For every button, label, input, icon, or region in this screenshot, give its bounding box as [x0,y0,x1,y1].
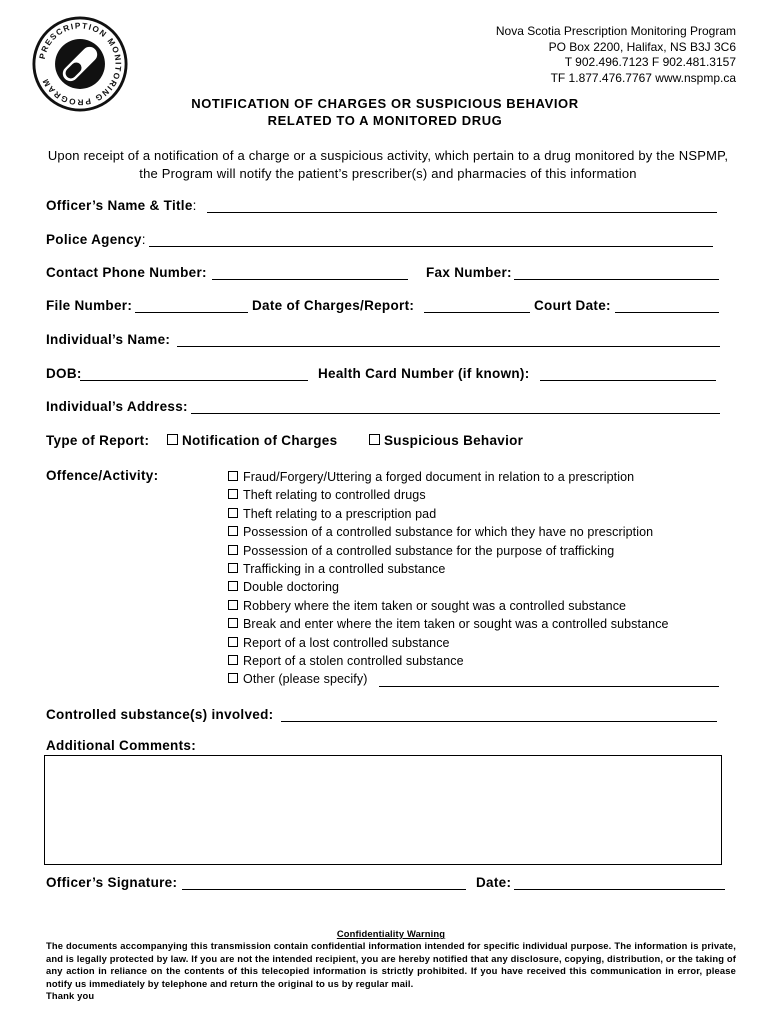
offence-activity-row [46,468,158,483]
offence-item[interactable] [228,505,669,523]
officer-name-label: Officer’s Name & Title [46,198,193,213]
offence-item[interactable] [228,615,669,633]
date-of-charges-field[interactable] [424,312,530,313]
offence-item[interactable] [228,578,669,596]
checkbox-offence[interactable] [228,489,238,499]
file-number-field[interactable] [135,312,248,313]
tollfree-website: TF 1.877.476.7767 www.nspmp.ca [550,70,736,85]
type-of-report-label: Type of Report: [46,433,150,448]
controlled-substances-label: Controlled substance(s) involved: [46,707,274,722]
logo-ring-text: PRESCRIPTION MONITORING PROGRAM [37,21,123,107]
offence-label: Report of a lost controlled substance [243,635,450,650]
suspicious-behavior-label: Suspicious Behavior [384,433,524,448]
dob-label: DOB: [46,366,82,381]
individual-address-row [46,399,188,414]
checkbox-suspicious-behavior[interactable] [369,434,380,445]
offence-label: Possession of a controlled substance for which they have no prescription [243,525,654,540]
program-name: Nova Scotia Prescription Monitoring Program [495,24,736,38]
offence-checklist [228,468,669,689]
offence-item[interactable] [228,652,669,670]
intro-paragraph: Upon receipt of a notification of a charge or a suspicious activity, which pertain to a drug monitored by the NSPMP, the Program will notify the patient’s prescriber(s) and pharmacies of this information [47,148,729,181]
confidentiality-closing: Thank you [46,990,95,1002]
offence-label: Robbery where the item taken or sought was a controlled substance [243,598,627,613]
police-agency-label: Police Agency [46,232,142,247]
type-of-report-row [46,433,149,448]
officer-name-row: Officer’s Name & Title: [46,198,197,213]
notification-of-charges-label: Notification of Charges [182,433,338,448]
health-card-row [318,366,530,381]
offence-item[interactable] [228,523,669,541]
fax-number-field[interactable] [514,279,719,280]
offence-label: Theft relating to a prescription pad [243,506,437,521]
checkbox-offence[interactable] [228,655,238,665]
report-option-suspicious[interactable] [369,433,523,448]
officer-signature-field[interactable] [182,889,466,890]
signature-date-field[interactable] [514,889,725,890]
offence-label: Other (please specify) [243,672,368,687]
fax-number-label: Fax Number: [426,265,512,280]
checkbox-offence[interactable] [228,637,238,647]
court-date-field[interactable] [615,312,719,313]
signature-date-row [476,875,511,890]
individual-name-label: Individual’s Name: [46,332,171,347]
fax-number-row [426,265,512,280]
health-card-label: Health Card Number (if known): [318,366,530,381]
offence-label: Double doctoring [243,580,340,595]
court-date-row [534,298,611,313]
checkbox-offence[interactable] [228,618,238,628]
dob-row [46,366,82,381]
checkbox-offence[interactable] [228,545,238,555]
offence-label: Break and enter where the item taken or sought was a controlled substance [243,617,669,632]
individual-name-field[interactable] [177,346,720,347]
controlled-substances-field[interactable] [281,721,717,722]
checkbox-offence[interactable] [228,508,238,518]
officer-signature-row [46,875,177,890]
offence-item[interactable] [228,597,669,615]
offence-item[interactable] [228,560,669,578]
phone-fax: T 902.496.7123 F 902.481.3157 [564,55,736,69]
confidentiality-body: The documents accompanying this transmission contain confidential information intended for specific individual purpose. The information is private, and is legally protected by law. If you are not the intended recipient, you are hereby notified that any disclosure, copying, distribution, or the taking of any action in reliance on the contents of this telecopied information is strictly prohibited. If you have received this communication in error, please notify us immediately by telephone and return the original to us by regular mail. [46,940,736,989]
offence-item[interactable] [228,486,669,504]
offence-label: Possession of a controlled substance for the purpose of trafficking [243,543,615,558]
checkbox-offence[interactable] [228,471,238,481]
other-specify-field[interactable] [379,686,719,687]
checkbox-notification-of-charges[interactable] [167,434,178,445]
additional-comments-textarea[interactable] [44,755,722,865]
court-date-label: Court Date: [534,298,611,313]
confidentiality-warning [46,928,736,1002]
police-agency-row: Police Agency: [46,232,146,247]
checkbox-offence-other[interactable] [228,673,238,683]
checkbox-offence[interactable] [228,600,238,610]
offence-item[interactable] [228,468,669,486]
checkbox-offence[interactable] [228,563,238,573]
title-line-2: RELATED TO A MONITORED DRUG [267,113,503,128]
date-of-charges-label: Date of Charges/Report: [252,298,415,313]
file-number-row [46,298,132,313]
additional-comments-row [46,738,196,753]
checkbox-offence[interactable] [228,581,238,591]
signature-date-label: Date: [476,875,512,890]
individual-address-label: Individual’s Address: [46,399,188,414]
checkbox-offence[interactable] [228,526,238,536]
officer-signature-label: Officer’s Signature: [46,875,178,890]
offence-activity-label: Offence/Activity: [46,468,159,483]
officer-name-field[interactable] [207,212,717,213]
title-line-1: NOTIFICATION OF CHARGES OR SUSPICIOUS BEHAVIOR [191,96,579,111]
offence-label: Report of a stolen controlled substance [243,654,464,669]
form-title [0,95,770,129]
contact-phone-field[interactable] [212,279,408,280]
po-box: PO Box 2200, Halifax, NS B3J 3C6 [548,39,736,54]
offence-label: Fraud/Forgery/Uttering a forged document in relation to a prescription [243,470,635,484]
confidentiality-title: Confidentiality Warning [336,928,446,939]
individual-name-row [46,332,170,347]
offence-item[interactable] [228,634,669,652]
controlled-substances-row [46,707,273,722]
offence-item[interactable] [228,542,669,560]
offence-label: Theft relating to controlled drugs [243,488,426,503]
health-card-field[interactable] [540,380,716,381]
individual-address-field[interactable] [191,413,720,414]
offence-label: Trafficking in a controlled substance [243,562,446,577]
date-of-charges-row [252,298,414,313]
dob-field[interactable] [80,380,308,381]
contact-phone-label: Contact Phone Number: [46,265,207,280]
report-option-charges[interactable] [167,433,337,448]
program-address [496,24,736,86]
file-number-label: File Number: [46,298,133,313]
additional-comments-label: Additional Comments: [46,738,196,753]
contact-phone-row [46,265,207,280]
police-agency-field[interactable] [149,246,713,247]
